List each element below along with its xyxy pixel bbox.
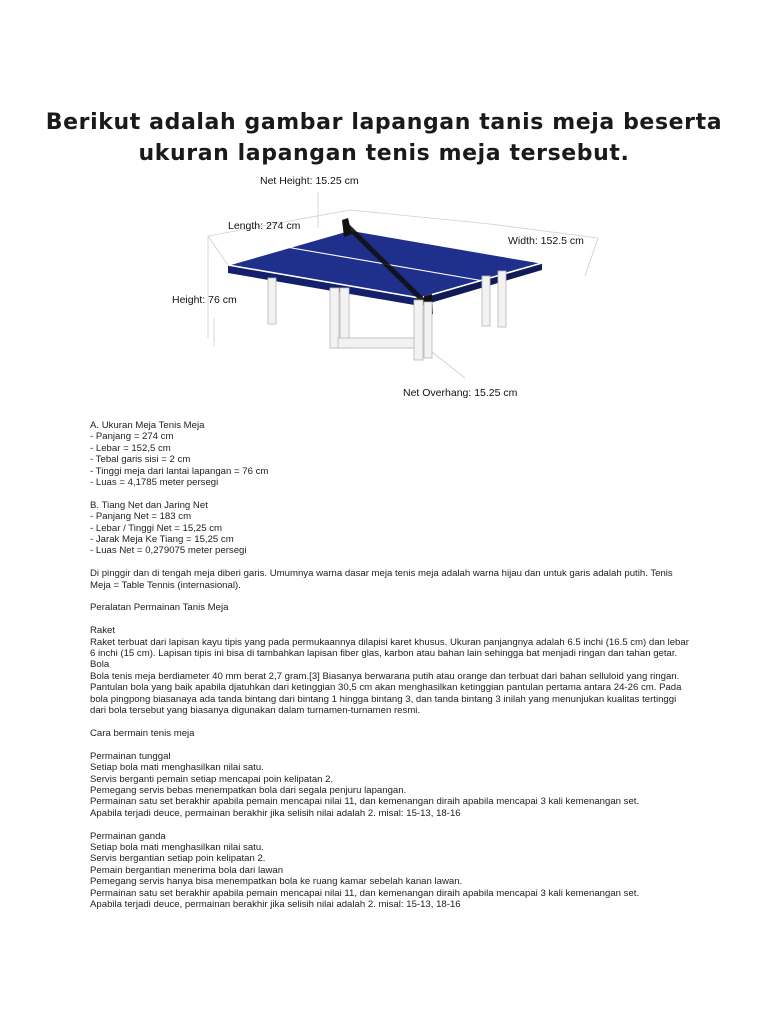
label-net-overhang: Net Overhang: 15.25 cm: [403, 387, 518, 399]
raket-title: Raket: [90, 625, 116, 637]
section-b-item: - Luas Net = 0,279075 meter persegi: [90, 545, 247, 557]
singles-rule: Servis berganti pemain setiap mencapai poin kelipatan 2.: [90, 773, 334, 785]
singles-rule: Apabila terjadi deuce, permainan berakhir jika selisih nilai adalah 2. misal: 15-13, 18-16: [90, 807, 461, 819]
page-title: [0, 107, 768, 169]
table-tennis-diagram: [172, 168, 610, 404]
section-a-item: - Lebar = 152,5 cm: [90, 442, 171, 454]
doubles-rule: Pemegang servis hanya bisa menempatkan bola ke ruang kamar sebelah kanan lawan.: [90, 876, 463, 888]
paragraph-table-lines: Di pinggir dan di tengah meja diberi garis. Umumnya warna dasar meja tenis meja adalah warna hijau dan untuk garis adalah putih. Tenis Meja = Table Tennis (internasional).: [90, 568, 673, 591]
table-diagram-svg: [172, 168, 610, 404]
doubles-rule: Setiap bola mati menghasilkan nilai satu.: [90, 841, 264, 853]
section-a-item: - Luas = 4,1785 meter persegi: [90, 477, 219, 489]
bola-text: Bola tenis meja berdiameter 40 mm berat 2,7 gram.[3] Biasanya berwarana putih atau orange dan terbuat dari bahan selluloid yang ringan. Pantulan bola yang baik apabila djatuhkan dari ketinggian 30,5 cm akan menghasilkan ketinggian pantulan pertama antara 24-26 cm. Pada bola pingpong biasanaya ada tanda bintang dari bintang 1 hingga bintang 3, dan tanda bintang 3 inilah yang menunjukan kualitas tertinggi dari bola tersebut yang biasanya digunakan dalam turnamen-turnamen resmi.: [90, 670, 682, 717]
title-line-2: ukuran lapangan tenis meja tersebut.: [138, 141, 630, 166]
label-net-height: Net Height: 15.25 cm: [260, 175, 359, 187]
how-to-play-heading: Cara bermain tenis meja: [90, 727, 195, 739]
doubles-rule: Pemain bergantian menerima bola dari lawan: [90, 864, 284, 876]
section-a-item: - Tinggi meja dari lantai lapangan = 76 cm: [90, 465, 269, 477]
doubles-heading: Permainan ganda: [90, 830, 166, 842]
doubles-rule: Servis bergantian setiap poin kelipatan 2.: [90, 853, 266, 865]
section-b-item: - Jarak Meja Ke Tiang = 15,25 cm: [90, 534, 234, 546]
section-a-item: - Tebal garis sisi = 2 cm: [90, 454, 191, 466]
singles-rule: Permainan satu set berakhir apabila pemain mencapai nilai 11, dan kemenangan diraih apabila mencapai 3 kali kemenangan set.: [90, 796, 640, 808]
label-width: Width: 152.5 cm: [508, 235, 584, 247]
section-a-item: - Panjang = 274 cm: [90, 431, 174, 443]
section-b-item: - Lebar / Tinggi Net = 15,25 cm: [90, 522, 222, 534]
raket-text: Raket terbuat dari lapisan kayu tipis yang pada permukaannya dilapisi karet khusus. Ukuran panjangnya adalah 6.5 inchi (16.5 cm) dan lebar 6 inchi (15 cm). Lapisan tipis ini bisa di tambahkan lapisan fiber glas, karbon atau bahan lain sehingga bat menjadi ringan dan tahan getar.: [90, 636, 689, 660]
section-b-heading: B. Tiang Net dan Jaring Net: [90, 499, 208, 511]
doubles-rule: Apabila terjadi deuce, permainan berakhir jika selisih nilai adalah 2. misal: 15-13, 18-16: [90, 898, 461, 910]
bola-title: Bola: [90, 659, 110, 671]
singles-rule: Setiap bola mati menghasilkan nilai satu.: [90, 762, 264, 774]
label-length: Length: 274 cm: [228, 220, 301, 232]
singles-heading: Permainan tunggal: [90, 750, 171, 762]
section-b-item: - Panjang Net = 183 cm: [90, 511, 192, 523]
label-height: Height: 76 cm: [172, 294, 237, 306]
singles-rule: Pemegang servis bebas menempatkan bola dari segala penjuru lapangan.: [90, 784, 407, 796]
document-body: [90, 420, 690, 910]
equipment-heading: Peralatan Permainan Tanis Meja: [90, 602, 229, 614]
section-a-heading: A. Ukuran Meja Tenis Meja: [90, 420, 205, 431]
title-line-1: Berikut adalah gambar lapangan tanis meja beserta: [45, 110, 723, 135]
doubles-rule: Permainan satu set berakhir apabila pemain mencapai nilai 11, dan kemenangan diraih apabila mencapai 3 kali kemenangan set.: [90, 887, 640, 899]
